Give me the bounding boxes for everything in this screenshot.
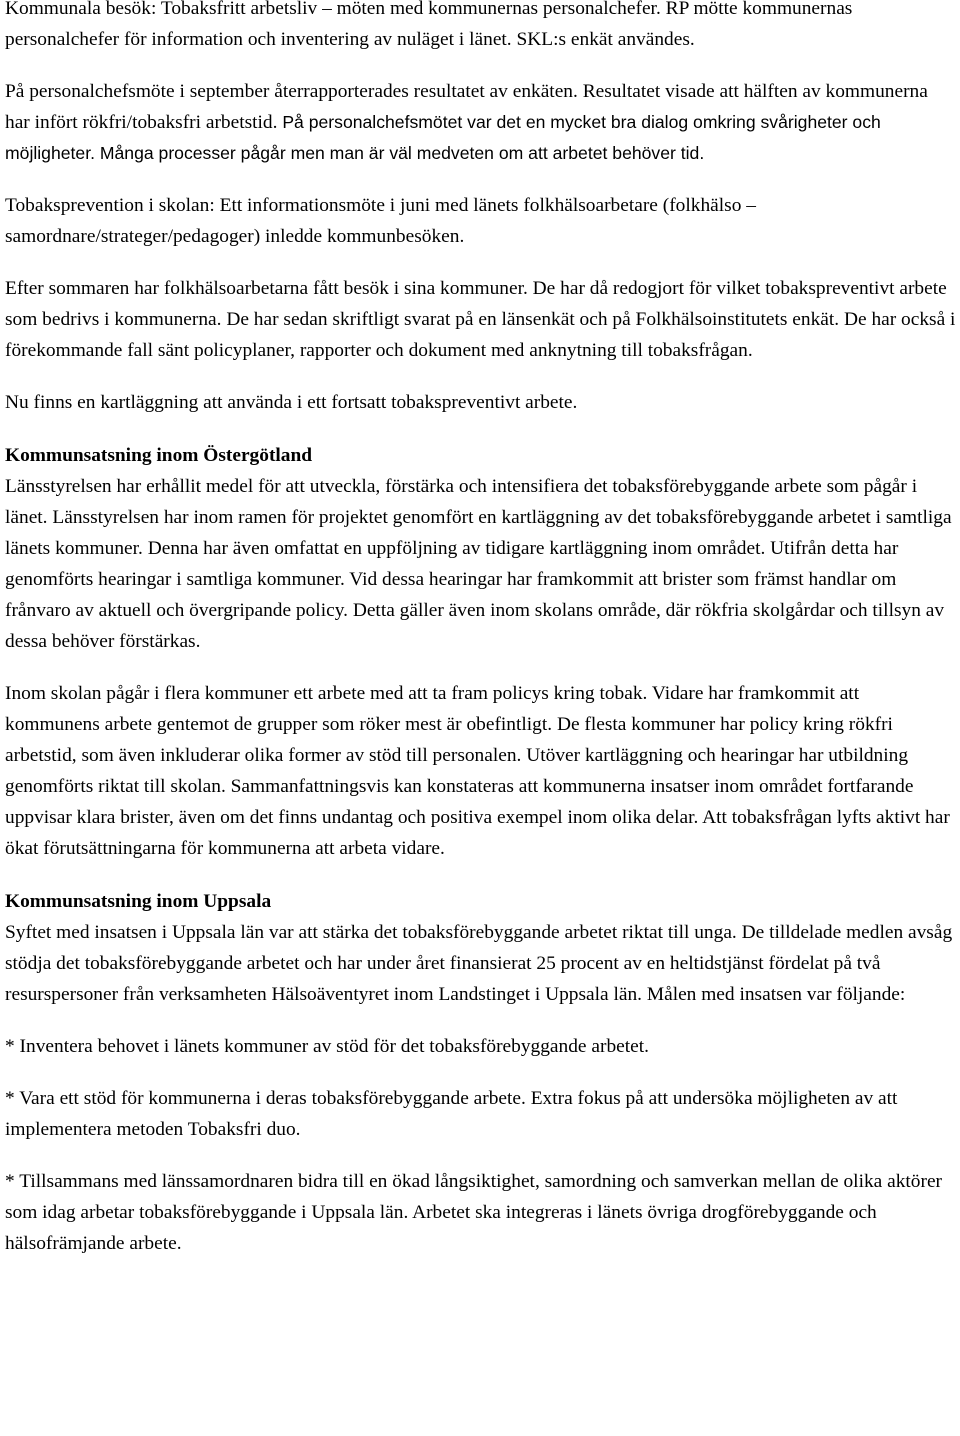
paragraph-ostergotland-1: [5, 471, 957, 657]
paragraph-personalchefsmote: [5, 76, 957, 169]
paragraph-text: Nu finns en kartläggning att använda i ett fortsatt tobakspreventivt arbete.: [5, 392, 578, 413]
list-item-bullet-1: [5, 1031, 957, 1062]
paragraph-text: Länsstyrelsen har erhållit medel för att utveckla, förstärka och intensifiera det tobaksförebyggande arbete som pågår i länet. Länsstyrelsen har inom ramen för projektet genomfört en kartläggning av det tobaksförebyggande arbetet i samtliga länets kommuner. Denna har även omfattat en uppföljning av tidigare kartläggning inom området. Utifrån detta har genomförts hearingar i samtliga kommuner. Vid dessa hearingar har framkommit att brister som främst handlar om frånvaro av aktuell och övergripande policy. Detta gäller även inom skolans område, där rökfria skolgårdar och tillsyn av dessa behöver förstärkas.: [5, 476, 952, 652]
paragraph-tobaksprevention-skolan: [5, 190, 957, 252]
paragraph-ostergotland-2: [5, 678, 957, 864]
list-item-text: * Vara ett stöd för kommunerna i deras tobaksförebyggande arbete. Extra fokus på att undersöka möjligheten av att implementera metoden Tobaksfri duo.: [5, 1088, 898, 1140]
document-page: [5, 0, 957, 1259]
section-heading-ostergotland: Kommunsatsning inom Östergötland: [5, 445, 313, 466]
paragraph-kommunala-besok: [5, 0, 957, 55]
list-item-bullet-2: [5, 1083, 957, 1145]
paragraph-text: Inom skolan pågår i flera kommuner ett arbete med att ta fram policys kring tobak. Vidare har framkommit att kommunens arbete gentemot de grupper som röker mest är obefintligt. De flesta kommuner har policy kring rökfri arbetstid, som även inkluderar olika former av stöd till personalen. Utöver kartläggning och hearingar har utbildning genomförts riktat till skolan. Sammanfattningsvis kan konstateras att kommunerna insatser inom området fortfarande uppvisar klara brister, även om det finns undantag och positiva exempel inom olika delar. Att tobaksfrågan lyfts aktivt har ökat förutsättningarna för kommunerna att arbeta vidare.: [5, 683, 950, 859]
paragraph-uppsala-1: [5, 917, 957, 1010]
section-heading-uppsala: Kommunsatsning inom Uppsala: [5, 891, 272, 912]
paragraph-text: Syftet med insatsen i Uppsala län var att stärka det tobaksförebyggande arbetet riktat till unga. De tilldelade medlen avsåg stödja det tobaksförebyggande arbetet och har under året finansierat 25 procent av en heltidstjänst fördelat på två resurspersoner från verksamheten Hälsoäventyret inom Landstinget i Uppsala län. Målen med insatsen var följande:: [5, 922, 953, 1005]
paragraph-text-sans: På personalchefsmötet var det en mycket bra dialog omkring svårigheter och möjligheter. Många processer pågår men man är väl medveten om att arbetet behöver tid.: [5, 112, 881, 163]
paragraph-text: På personalchefsmöte i september återrapporterades resultatet av enkäten. Resultatet visade att hälften av kommunerna har infört rökfri/tobaksfri arbetstid.: [5, 81, 928, 133]
paragraph-text: Efter sommaren har folkhälsoarbetarna fått besök i sina kommuner. De har då redogjort för vilket tobakspreventivt arbete som bedrivs i kommunerna. De har sedan skriftligt svarat på en länsenkät och på Folkhälsoinstitutets enkät. De har också i förekommande fall sänt policyplaner, rapporter och dokument med anknytning till tobaksfrågan.: [5, 278, 956, 361]
paragraph-text: Tobaksprevention i skolan: Ett informationsmöte i juni med länets folkhälsoarbetare (folkhälso – samordnare/strateger/pedagoger) inledde kommunbesöken.: [5, 195, 756, 247]
list-item-text: * Tillsammans med länssamordnaren bidra till en ökad långsiktighet, samordning och samverkan mellan de olika aktörer som idag arbetar tobaksförebyggande i Uppsala län. Arbetet ska integreras i länets övriga drogförebyggande och hälsofrämjande arbete.: [5, 1171, 943, 1254]
list-item-text: * Inventera behovet i länets kommuner av stöd för det tobaksförebyggande arbetet.: [5, 1036, 649, 1057]
paragraph-text: Kommunala besök: Tobaksfritt arbetsliv – möten med kommunernas personalchefer. RP mötte kommunernas personalchefer för information och inventering av nuläget i länet. SKL:s enkät användes.: [5, 0, 853, 50]
list-item-bullet-3: [5, 1166, 957, 1259]
paragraph-efter-sommaren: [5, 273, 957, 366]
paragraph-kartlaggning: [5, 387, 957, 418]
